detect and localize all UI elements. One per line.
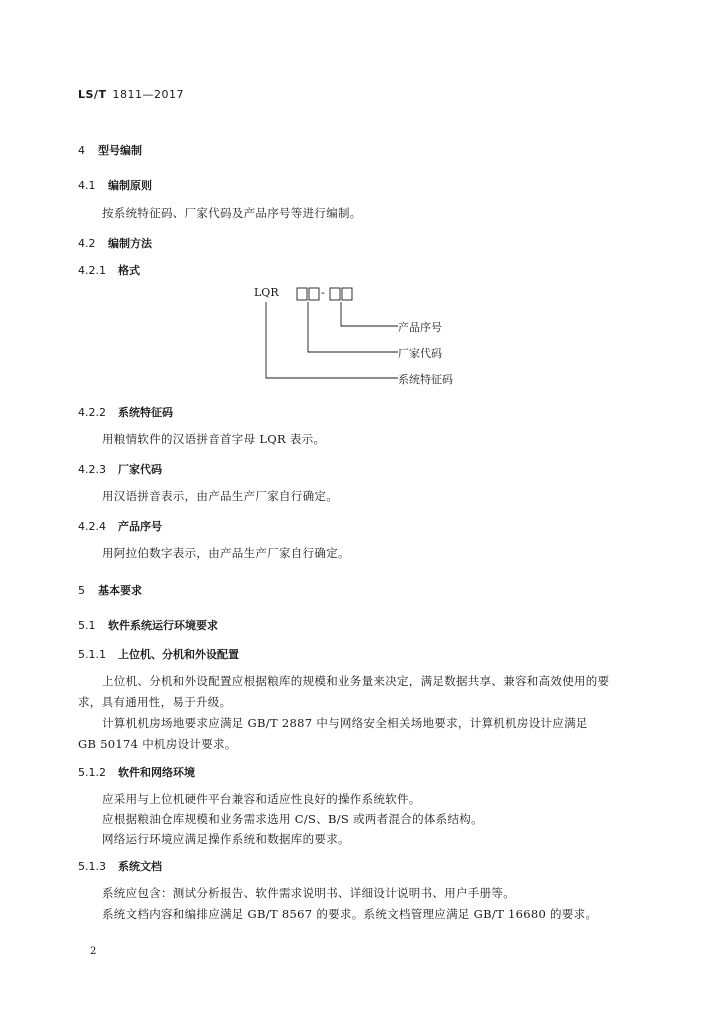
section-5-1-1-para2-line1: 计算机机房场地要求应满足 GB/T 2887 中与网络安全相关场地要求，计算机机房设计应满足 bbox=[102, 716, 588, 730]
standard-prefix: LS/T bbox=[78, 88, 107, 101]
factory-code-label: 厂家代码 bbox=[398, 347, 442, 360]
section-4-2-4-heading: 4.2.4 产品序号 bbox=[78, 520, 162, 533]
section-5-1-1-para1-line1: 上位机、分机和外设配置应根据粮库的规模和业务量来决定，满足数据共享、兼容和高效使用的要 bbox=[102, 674, 610, 688]
standard-code bbox=[78, 88, 184, 101]
section-4-2-2-text: 用粮情软件的汉语拼音首字母 LQR 表示。 bbox=[102, 432, 326, 446]
section-4-1-heading: 4.1 编制原则 bbox=[78, 179, 152, 192]
section-5-1-1-para2-line2: GB 50174 中机房设计要求。 bbox=[78, 737, 237, 751]
section-4-2-1-heading: 4.2.1 格式 bbox=[78, 264, 140, 277]
product-box-1 bbox=[330, 288, 340, 300]
section-4-2-heading: 4.2 编制方法 bbox=[78, 237, 152, 250]
section-5-1-2-line3: 网络运行环境应满足操作系统和数据库的要求。 bbox=[102, 832, 350, 846]
section-5-1-heading: 5.1 软件系统运行环境要求 bbox=[78, 619, 218, 632]
factory-leader-line bbox=[308, 302, 398, 352]
section-5-1-2-heading: 5.1.2 软件和网络环境 bbox=[78, 766, 195, 779]
system-leader-line bbox=[266, 302, 398, 378]
system-code-label: 系统特征码 bbox=[398, 373, 453, 386]
section-4-heading: 4 型号编制 bbox=[78, 144, 142, 157]
product-box-2 bbox=[342, 288, 352, 300]
prefix-label: LQR bbox=[254, 286, 279, 299]
product-leader-line bbox=[341, 302, 398, 326]
page-number: 2 bbox=[90, 946, 97, 957]
section-5-1-3-heading: 5.1.3 系统文档 bbox=[78, 860, 162, 873]
section-4-2-2-heading: 4.2.2 系统特征码 bbox=[78, 406, 173, 419]
product-number-label: 产品序号 bbox=[398, 321, 442, 334]
section-4-2-4-text: 用阿拉伯数字表示，由产品生产厂家自行确定。 bbox=[102, 546, 350, 560]
section-5-1-3-line1: 系统应包含：测试分析报告、软件需求说明书、详细设计说明书、用户手册等。 bbox=[102, 886, 515, 900]
section-5-1-1-heading: 5.1.1 上位机、分机和外设配置 bbox=[78, 648, 239, 661]
standard-number: 1811—2017 bbox=[112, 88, 184, 101]
dash-label: - bbox=[321, 286, 325, 299]
factory-box-2 bbox=[309, 288, 319, 300]
section-4-2-3-text: 用汉语拼音表示，由产品生产厂家自行确定。 bbox=[102, 489, 338, 503]
factory-box-1 bbox=[297, 288, 307, 300]
section-5-1-1-para1-line2: 求，具有通用性，易于升级。 bbox=[78, 695, 232, 709]
model-format-diagram bbox=[250, 286, 480, 391]
section-4-2-3-heading: 4.2.3 厂家代码 bbox=[78, 463, 162, 476]
section-5-1-2-line2: 应根据粮油仓库规模和业务需求选用 C/S、B/S 或两者混合的体系结构。 bbox=[102, 812, 483, 826]
section-5-1-2-line1: 应采用与上位机硬件平台兼容和适应性良好的操作系统软件。 bbox=[102, 792, 421, 806]
section-4-1-text: 按系统特征码、厂家代码及产品序号等进行编制。 bbox=[102, 206, 362, 220]
section-5-1-3-line2: 系统文档内容和编排应满足 GB/T 8567 的要求。系统文档管理应满足 GB/T 16680 的要求。 bbox=[102, 907, 598, 921]
section-5-heading: 5 基本要求 bbox=[78, 584, 142, 597]
